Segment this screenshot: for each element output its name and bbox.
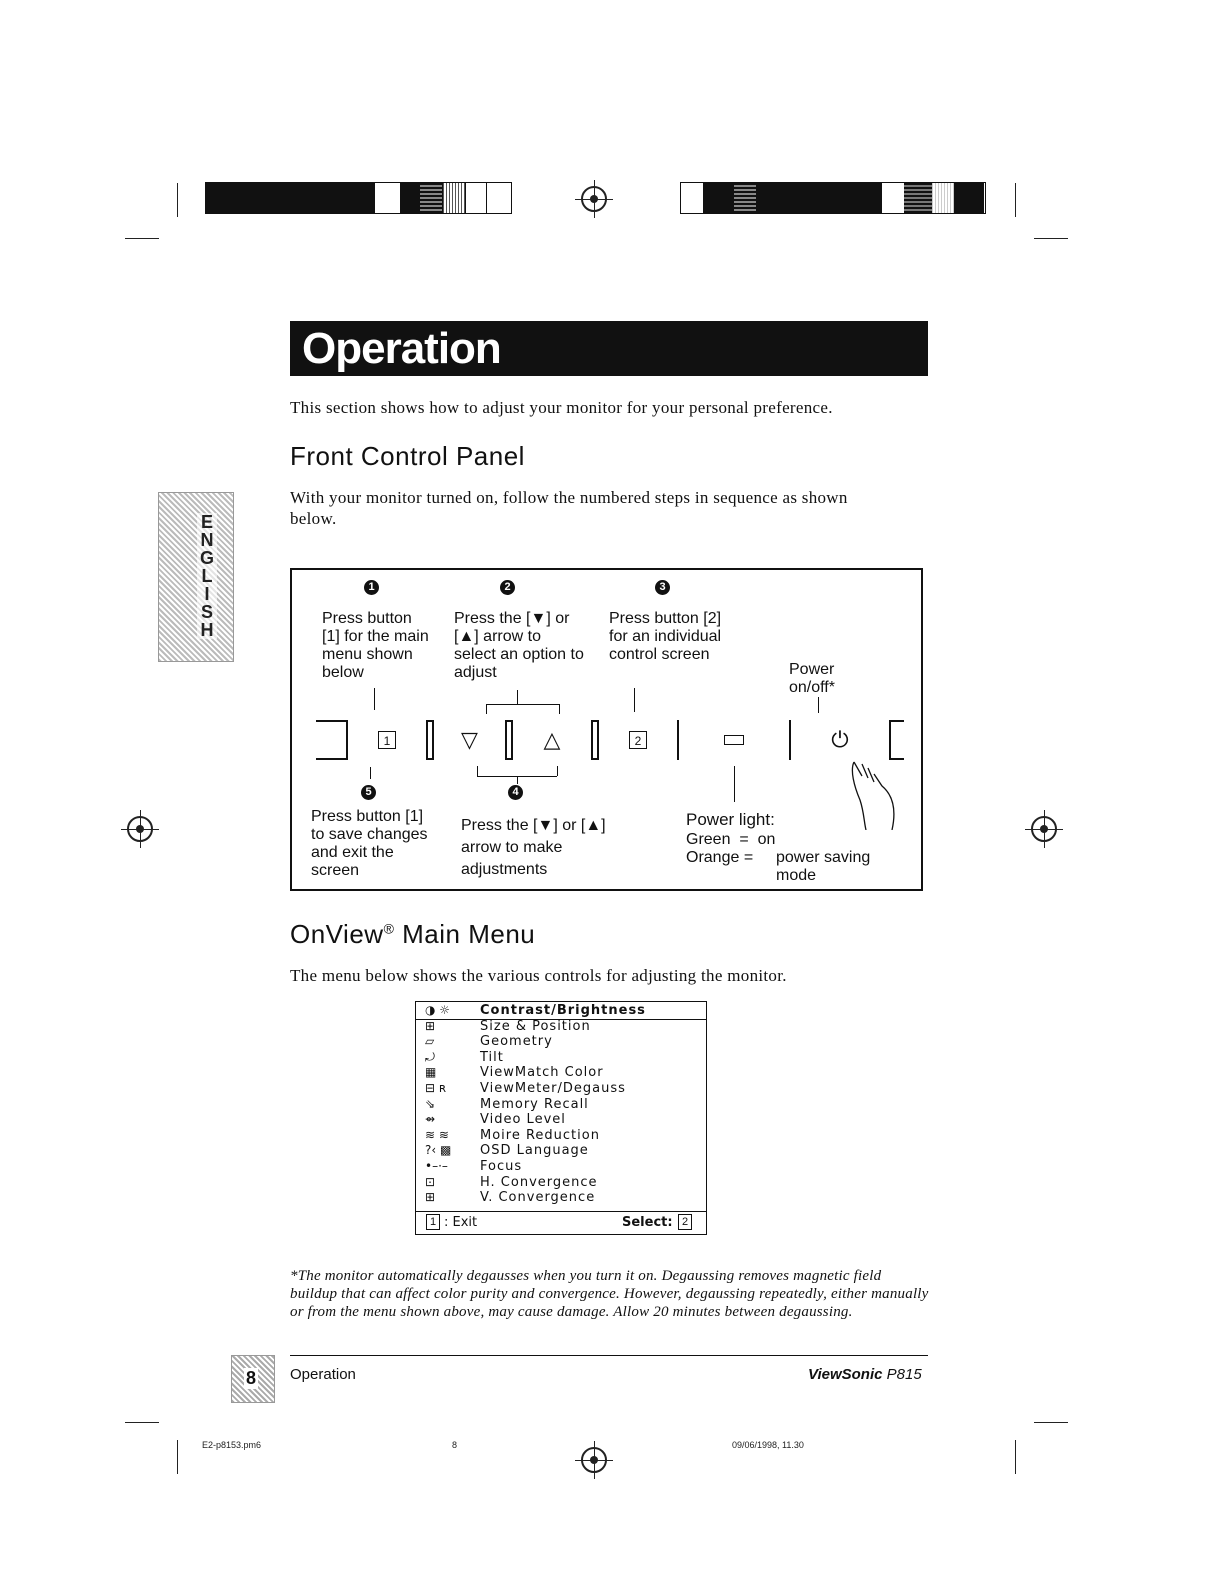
select-label: Select: [622,1215,673,1230]
menu-item-icon: ▦ [425,1065,437,1080]
main-menu-heading-rest: Main Menu [394,919,536,949]
color-bar-left [205,182,512,214]
connector-line [486,704,559,705]
degauss-footnote: *The monitor automatically degausses when you turn it on. Degaussing removes magnetic field buildup that can affect color purity and convergence. However, degaussing repeatedly, either manually or from the menu shown above, may cause damage. Allow 20 minutes between degaussing. [290,1268,929,1320]
crop-mark [1034,1422,1068,1423]
step-2-text: Press the [▼] or [▲] arrow to select an option to adjust [454,610,584,681]
slug-date: 09/06/1998, 11.30 [732,1440,804,1450]
pointing-hand-icon [842,756,904,830]
menu-item-icon: ⇘ [425,1096,436,1111]
crop-mark [1015,183,1016,217]
up-arrow-icon: △ [543,727,561,752]
menu-item-icon: ▱ [425,1034,435,1049]
page-title: Operation [302,324,501,373]
front-panel-heading: Front Control Panel [290,441,525,471]
menu-item-icon: ⊡ [425,1174,436,1189]
registration-mark-icon [127,816,153,842]
connector-line [557,766,558,776]
footer-brand-name: ViewSonic [808,1366,883,1383]
button-2[interactable] [597,720,679,760]
page-tab [231,1355,275,1403]
connector-line [559,704,560,714]
menu-item-icon: ⊞ [425,1018,436,1033]
registered-mark: ® [383,920,395,937]
lang-letter: S [200,602,213,622]
step-5-text: Press button [1] to save changes and exit the screen [311,808,428,879]
footer-model: P815 [886,1366,922,1383]
menu-item[interactable]: Memory Recall [480,1096,589,1112]
up-arrow-button[interactable] [511,720,593,760]
connector-line [517,690,518,704]
crop-mark [177,183,178,217]
intro-text: This section shows how to adjust your monitor for your personal preference. [290,398,833,417]
page-tab-number: 8 [246,1368,257,1388]
menu-item[interactable]: ViewMeter/Degauss [480,1081,626,1096]
down-arrow-icon: ▽ [461,727,478,752]
menu-item[interactable]: V. Convergence [480,1190,596,1206]
power-button[interactable] [789,720,891,760]
exit-label: : Exit [444,1215,478,1230]
step-number: 5 [361,785,376,800]
color-bar-right [680,182,986,214]
power-light-orange-label: Orange = [686,849,754,866]
menu-item[interactable]: Focus [480,1159,523,1174]
footer-brand [808,1366,922,1383]
connector-line [374,688,375,710]
lang-letter: L [201,566,213,586]
menu-item-icon: ⊟ ʀ [425,1081,447,1095]
crop-mark [1015,1440,1016,1474]
title-banner [290,321,928,376]
connector-line [517,776,518,784]
main-menu-heading [290,919,535,950]
power-light-indicator [679,720,791,760]
footer-rule [290,1355,928,1356]
connector-line [477,766,478,776]
button-1-key: 1 [378,731,396,749]
menu-item[interactable]: OSD Language [480,1143,589,1159]
select-key: 2 [678,1214,692,1230]
language-tab [158,492,234,662]
menu-item[interactable]: Video Level [480,1112,566,1128]
power-icon: ⏻ [831,727,849,752]
registration-mark-icon [1031,816,1057,842]
lang-letter: I [204,584,210,604]
step-4-text: Press the [▼] or [▲] arrow to make adjustments [461,817,606,878]
menu-item[interactable]: Moire Reduction [480,1127,600,1143]
menu-item[interactable]: Tilt [480,1049,504,1065]
menu-item[interactable]: Contrast/Brightness [480,1003,646,1018]
menu-item-icon: ⤾ [425,1049,435,1064]
connector-line [734,766,735,802]
menu-item-icon: ◑ ☼ [425,1003,451,1017]
main-menu-description: The menu below shows the various controls for adjusting the monitor. [290,966,787,985]
lang-letter: E [200,512,213,532]
menu-item[interactable]: Size & Position [480,1018,591,1034]
lang-letter: G [199,548,214,568]
power-light-green: Green = on [686,831,776,848]
crop-mark [177,1440,178,1474]
button-1[interactable] [346,720,428,760]
crop-mark [125,238,159,239]
menu-item[interactable]: Geometry [480,1034,553,1050]
step-number: 4 [508,785,523,800]
menu-item[interactable]: ViewMatch Color [480,1065,604,1081]
button-2-key: 2 [629,731,647,749]
menu-item[interactable]: H. Convergence [480,1174,598,1190]
crop-mark [125,1422,159,1423]
menu-item-icon: ?‹ ▩ [425,1143,452,1158]
menu-item-icon: ⇴ [425,1112,436,1127]
lang-letter: H [200,620,214,640]
power-light-title: Power light: [686,810,775,829]
step-number: 1 [364,580,379,595]
down-arrow-button[interactable] [432,720,507,760]
exit-key: 1 [426,1214,440,1230]
step-1-text: Press button [1] for the main menu shown below [322,610,429,681]
power-label: Power on/off* [789,661,835,696]
step-number: 3 [655,580,670,595]
menu-item-icon: ≋ ≋ [425,1127,449,1142]
menu-item-icon: •–·– [425,1159,448,1173]
connector-line [370,767,371,779]
language-tab-letters [197,513,217,639]
registration-mark-icon [581,1447,607,1473]
footer-section: Operation [290,1366,356,1383]
menu-item-icon: ⊞ [425,1190,436,1205]
step-3-text: Press button [2] for an individual control screen [609,610,722,663]
menu-footer [416,1211,706,1234]
main-menu-heading-brand: OnView [290,919,384,949]
slug-file: E2-p8153.pm6 [202,1440,262,1450]
crop-mark [1034,238,1068,239]
lang-letter: N [200,530,214,550]
power-light-icon [724,735,744,745]
slug-page: 8 [452,1440,458,1450]
front-panel-instructions: With your monitor turned on, follow the numbered steps in sequence as shown below. [290,488,848,528]
connector-line [634,688,635,712]
power-light-orange-value: power saving mode [776,849,871,884]
connector-line [486,704,487,714]
registration-mark-icon [581,186,607,212]
connector-line [818,697,819,713]
step-number: 2 [500,580,515,595]
